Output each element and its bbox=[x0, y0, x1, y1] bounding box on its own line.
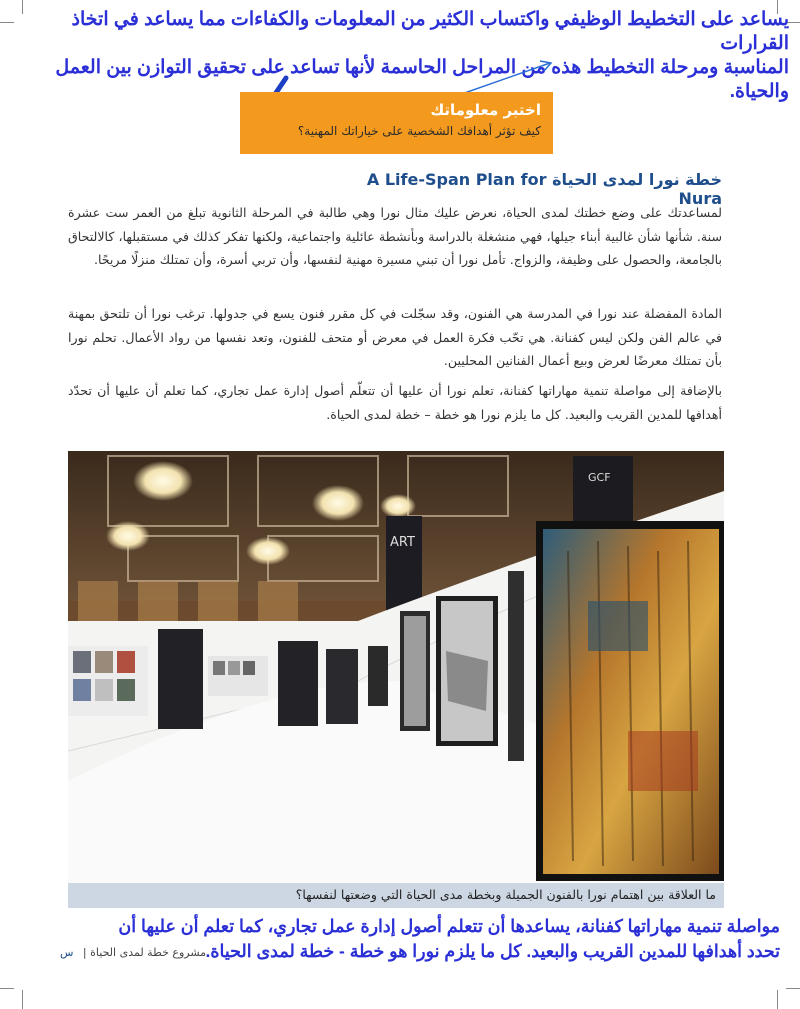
crop-mark bbox=[0, 22, 14, 23]
knowledge-box-question: كيف تؤثر أهدافك الشخصية على خياراتك المهنية؟ bbox=[297, 124, 541, 138]
crop-mark bbox=[786, 988, 800, 989]
crop-mark bbox=[22, 990, 23, 1009]
footer-label: مشروع خطة لمدى الحياة bbox=[90, 946, 207, 959]
note-line: يساعد على التخطيط الوظيفي واكتساب الكثير من المعلومات والكفاءات مما يساعد في اتخاذ القرارات bbox=[71, 9, 789, 54]
crop-mark bbox=[777, 990, 778, 1009]
body-paragraph: بالإضافة إلى مواصلة تنمية مهاراتها كفنانة، تعلم نورا أن عليها أن تتعلّم أصول إدارة عمل تجاري، كما تعلم أن عليها أن تحدّد أهدافها للمدين القريب والبعيد. كل ما يلزم نورا هو خطة – خطة لمدى الحياة. bbox=[68, 383, 722, 422]
gallery-photo bbox=[68, 451, 724, 883]
note-line: المناسبة ومرحلة التخطيط هذه من المراحل الحاسمة لأنها تساعد على تحقيق التوازن بين العمل bbox=[55, 57, 789, 78]
body-paragraph: المادة المفضلة عند نورا في المدرسة هي الفنون، وقد سجّلت في كل مقرر فنون يسع في جدولها. ترغب نورا أن تلتحق بمهنة في عالم الفن ولكن ليس كفنانة. هي تحّب فكرة العمل في معرض أو متحف للفنون، وتعد نفسها من رواد الأعمال. تحلم نورا بأن تمتلك معرضًا لعرض وبيع أعمال الفنانين المحليين. bbox=[68, 306, 722, 368]
banner-art-text: ART bbox=[390, 535, 415, 550]
photo-caption: ما العلاقة بين اهتمام نورا بالفنون الجميلة وبخطة مدى الحياة التي وضعتها لنفسها؟ bbox=[68, 883, 724, 908]
note-line: تحدد أهدافها للمدين القريب والبعيد. كل ما يلزم نورا هو خطة - خطة لمدى الحياة. bbox=[205, 941, 780, 961]
body-paragraph: لمساعدتك على وضع خطتك لمدى الحياة، نعرض عليك مثال نورا وهي طالبة في المرحلة الثانوية تبلغ من العمر ست عشرة سنة. شأنها شأن غالبية أبناء جيلها، فهي منشغلة بالدراسة وبأنشطة عائلية واجتماعية، ولكنها تفكر كذلك في مستقبلها، كالالتحاق بالجامعة، والحصول على وظيفة، والزواج. تأمل نورا أن تبني مسيرة مهنية لنفسها، وأن تربي أسرة، وأن تمتلك منزلًا مريحًا. bbox=[68, 205, 722, 267]
note-line: والحياة. bbox=[729, 81, 789, 102]
page-number: س bbox=[60, 946, 74, 959]
section-title: خطة نورا لمدى الحياة A Life-Span Plan for Nura bbox=[366, 170, 722, 208]
knowledge-check-box bbox=[240, 92, 553, 154]
crop-mark bbox=[0, 988, 14, 989]
footer-divider: | bbox=[79, 946, 87, 959]
gallery-illustration bbox=[68, 451, 724, 883]
knowledge-box-title: اختبر معلوماتك bbox=[430, 101, 541, 119]
banner-gcf-text: GCF bbox=[588, 471, 611, 484]
handwritten-note-top bbox=[14, 8, 789, 104]
note-line: مواصلة تنمية مهاراتها كفنانة، يساعدها أن تتعلم أصول إدارة عمل تجاري، كما تعلم أن عليها أن bbox=[118, 916, 780, 936]
page-footer bbox=[60, 946, 206, 959]
